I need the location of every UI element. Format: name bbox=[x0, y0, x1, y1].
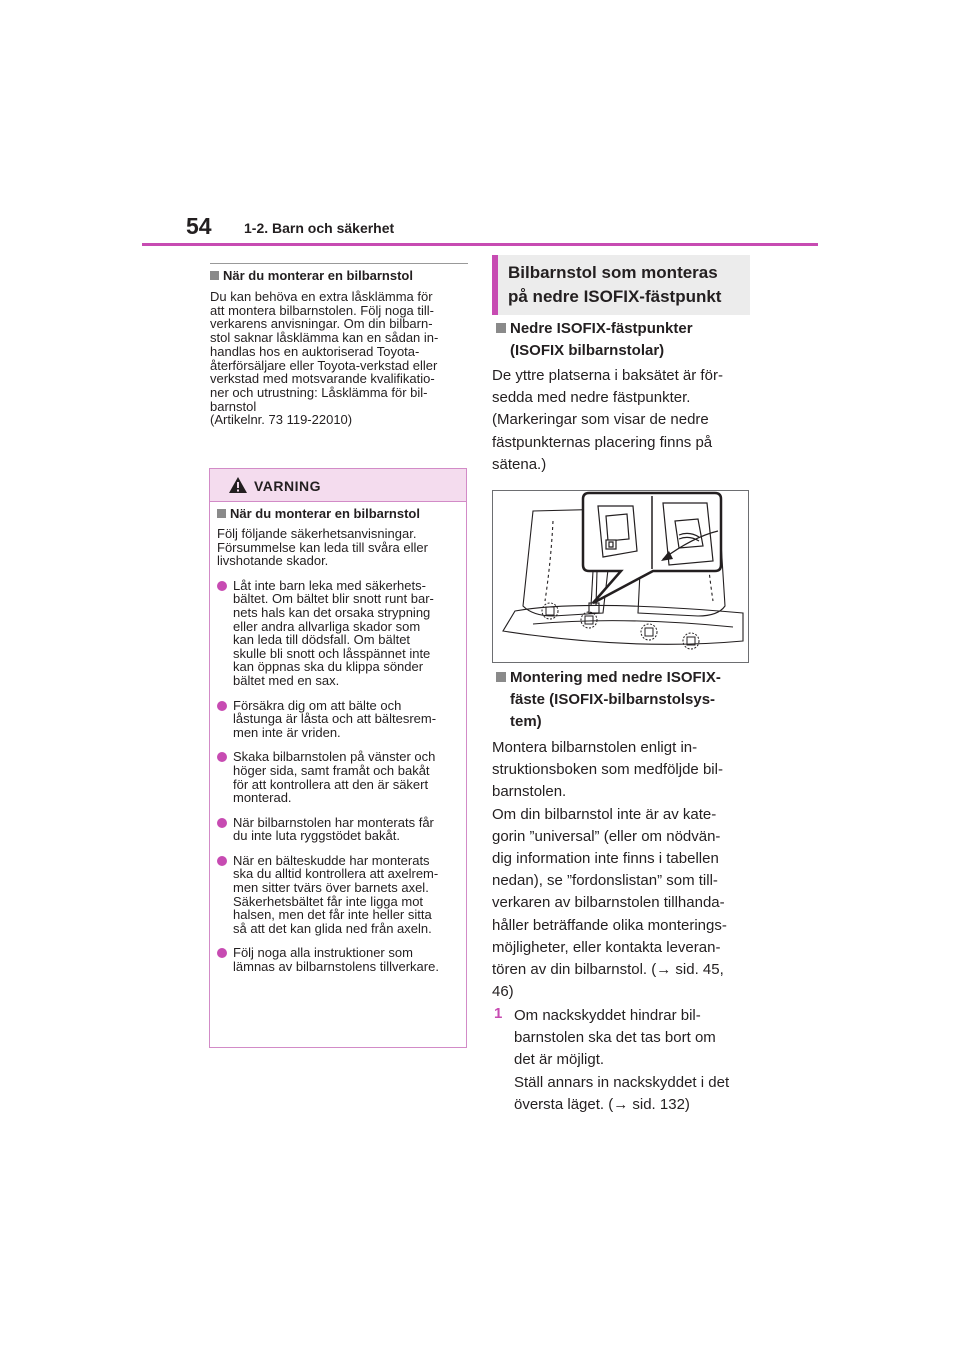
step-number: 1 bbox=[494, 1005, 503, 1022]
bullet-dot-icon bbox=[217, 701, 227, 711]
bullet-dot-icon bbox=[217, 752, 227, 762]
warning-bullet: När bilbarnstolen har monterats får du inte luta ryggstödet bakåt. bbox=[217, 816, 462, 843]
warning-header bbox=[210, 469, 466, 502]
step-text: Om nackskyddet hindrar bil- barnstolen ska det tas bort om det är möjligt. Ställ annars in nackskyddet i det översta läget. (→ sid. 132) bbox=[514, 1007, 730, 1113]
isofix-heading: Bilbarnstol som monteras på nedre ISOFIX-fästpunkt bbox=[508, 263, 722, 306]
rear-seat-isofix-drawing bbox=[493, 491, 748, 662]
square-bullet-icon bbox=[496, 323, 506, 333]
square-bullet-icon bbox=[217, 509, 226, 518]
isofix-anchor-illustration bbox=[492, 490, 749, 663]
left-info-block bbox=[210, 268, 468, 427]
warning-triangle-icon bbox=[228, 476, 248, 494]
section-divider bbox=[210, 263, 468, 264]
step-1 bbox=[494, 1005, 752, 1116]
square-bullet-icon bbox=[210, 271, 219, 280]
isofix-subheading-2: Montering med nedre ISOFIX- fäste (ISOFIX-bilbarnstolsys- tem) bbox=[496, 667, 750, 733]
section-title: 1-2. Barn och säkerhet bbox=[244, 220, 395, 236]
page-number: 54 bbox=[186, 213, 212, 239]
warning-title: VARNING bbox=[254, 478, 322, 494]
isofix-paragraph-2: Montera bilbarnstolen enligt in- struktionsboken som medföljde bil- barnstolen. Om din bilbarnstol inte är av kate- gorin ”universal” (eller om nödvän- dig information inte finns i tabellen nedan), se ”fordonslistan” som till- verkaren av bilbarnstolen tillhanda- håller beträffande olika monterings- möjligheter, eller kontakta leveran- tören av din bilbarnstol. (→ sid. 45, 46) bbox=[492, 739, 727, 1001]
warning-bullet: Försäkra dig om att bälte och låstunga är låsta och att bältesrem- men inte är vriden. bbox=[217, 699, 462, 740]
left-paragraph: Du kan behöva en extra låsklämma för att montera bilbarnstolen. Följ noga till- verkarens anvisningar. Om din bilbarn- stol saknar låsklämma kan en sådan in- handlas hos en auktoriserad Toyota- återförsäljare eller Toyota-verkstad eller verkstad med motsvarande kvalifikatio- ner och utrustning: Låsklämma för bil- barnstol (Artikelnr. 73 119-22010) bbox=[210, 289, 439, 428]
bullet-dot-icon bbox=[217, 856, 227, 866]
header-rule bbox=[142, 243, 818, 246]
warning-intro: Följ följande säkerhetsanvisningar. Försummelse kan leda till svåra eller livshotande skador. bbox=[217, 526, 428, 569]
bullet-dot-icon bbox=[217, 581, 227, 591]
left-heading: När du monterar en bilbarnstol bbox=[210, 268, 468, 284]
bullet-dot-icon bbox=[217, 948, 227, 958]
isofix-subheading-1: Nedre ISOFIX-fästpunkter (ISOFIX bilbarnstolar) bbox=[496, 318, 750, 362]
warning-body bbox=[217, 506, 462, 974]
warning-bullet: När en bälteskudde har monterats ska du alltid kontrollera att axelrem- men sitter tvärs över barnets axel. Säkerhetsbältet får inte ligga mot halsen, men det får inte heller sitta så att det kan glida ned från axeln. bbox=[217, 854, 462, 936]
warning-bullet: Skaka bilbarnstolen på vänster och höger sida, samt framåt och bakåt för att kontrollera att den är säkert monterad. bbox=[217, 750, 462, 804]
isofix-heading-box bbox=[492, 255, 750, 315]
warning-heading: När du monterar en bilbarnstol bbox=[217, 506, 462, 522]
warning-bullet: Följ noga alla instruktioner som lämnas av bilbarnstolens tillverkare. bbox=[217, 946, 462, 973]
square-bullet-icon bbox=[496, 672, 506, 682]
bullet-dot-icon bbox=[217, 818, 227, 828]
warning-box bbox=[209, 468, 467, 1048]
isofix-paragraph-1: De yttre platserna i baksätet är för- sedda med nedre fästpunkter. (Markeringar som visar de nedre fästpunkternas placering finns på sätena.) bbox=[492, 367, 723, 473]
warning-bullet: Låt inte barn leka med säkerhets- bältet. Om bältet blir snott runt bar- nets hals kan det orsaka strypning eller andra allvarliga skador som kan leda till dödsfall. Om bältet skulle bli snott och låsspännet inte kan öppnas ska du klippa sönder bältet med en sax. bbox=[217, 579, 462, 688]
